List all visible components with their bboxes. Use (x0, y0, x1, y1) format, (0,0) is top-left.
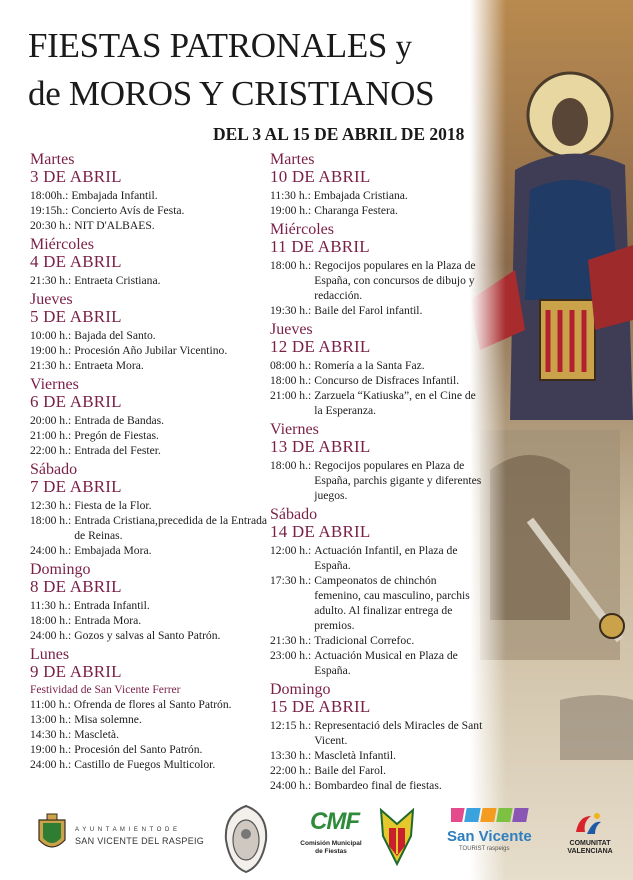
day-name: Martes (270, 151, 315, 168)
ayuntamiento-logo (35, 812, 205, 857)
ayuntamiento-text-1: A Y U N T A M I E N T O D E (75, 827, 179, 833)
event-time: 24:00 h.: (30, 544, 72, 557)
event-text: Fiesta de la Flor. (74, 499, 152, 512)
day-subtitle: Festividad de San Vicente Ferrer (30, 684, 181, 696)
day-date: 4 DE ABRIL (30, 252, 122, 271)
event-time: 17:30 h.: (270, 574, 312, 587)
event-time: 11:00 h.: (30, 698, 71, 711)
event-text: Entrada de Bandas. (74, 414, 165, 427)
event-text: Ofrenda de flores al Santo Patrón. (73, 698, 232, 711)
day-block (30, 462, 270, 558)
event-row (30, 343, 270, 358)
tourist-sub-1: TOURIST (459, 846, 486, 852)
event-row (270, 258, 485, 303)
event-row (30, 328, 270, 343)
event-row (270, 303, 485, 318)
event-text: Procesión del Santo Patrón. (74, 743, 203, 756)
medallion-icon (222, 804, 270, 874)
event-text: Concierto Avís de Festa. (71, 204, 185, 217)
title-line-2 (28, 74, 434, 114)
title-main-1: FIESTAS PATRONALES (28, 26, 388, 65)
day-date: 13 DE ABRIL (270, 437, 371, 456)
day-name: Domingo (30, 561, 91, 578)
emblem-icon (375, 806, 419, 868)
san-vicente-tourist-logo (447, 806, 537, 861)
event-text: Campeonatos de chinchón femenino, cau masculino, parchis adulto. Al finalizar entrega de premios. (314, 574, 470, 632)
event-text: Entrada del Fester. (74, 444, 161, 457)
event-text: Bajada del Santo. (74, 329, 156, 342)
program-column-right (270, 152, 485, 797)
event-text: Misa solemne. (74, 713, 142, 726)
event-text: Baile del Farol infantil. (314, 304, 423, 317)
event-time: 22:00 h.: (270, 764, 312, 777)
event-time: 13:00 h.: (30, 713, 72, 726)
day-date: 3 DE ABRIL (30, 167, 122, 186)
event-time: 14:30 h.: (30, 728, 72, 741)
event-row (30, 757, 270, 772)
event-time: 19:00 h.: (30, 743, 72, 756)
day-block (30, 292, 270, 373)
event-time: 18:00 h.: (270, 374, 312, 387)
day-date: 5 DE ABRIL (30, 307, 122, 326)
medallion-logo (222, 804, 270, 874)
tourist-sub-2: raspeigs (486, 846, 510, 852)
event-time: 24:00 h.: (30, 629, 72, 642)
cmf-mark: CMF (310, 808, 359, 835)
event-text: Mascletà Infantil. (314, 749, 397, 762)
event-time: 19:15h.: (30, 204, 69, 217)
event-time: 18:00 h.: (30, 514, 72, 527)
program-column-left (30, 152, 270, 776)
event-time: 18:00h.: (30, 189, 69, 202)
event-time: 22:00 h.: (30, 444, 72, 457)
event-time: 19:00 h.: (30, 344, 72, 357)
comunitat-text-2: VALENCIANA (567, 848, 613, 855)
day-name: Sábado (270, 506, 318, 523)
day-date: 11 DE ABRIL (270, 237, 370, 256)
event-text: Concurso de Disfraces Infantil. (314, 374, 460, 387)
date-range: DEL 3 AL 15 DE ABRIL DE 2018 (213, 124, 465, 144)
event-row (30, 413, 270, 428)
tourist-name: San Vicente (447, 828, 532, 845)
event-row (270, 373, 485, 388)
event-row (270, 458, 485, 503)
event-text: Entrada Infantil. (73, 599, 150, 612)
day-date: 7 DE ABRIL (30, 477, 122, 496)
title-main-2: MOROS Y CRISTIANOS (68, 74, 435, 113)
event-text: Regocijos populares en Plaza de España, parchis gigante y diferentes juegos. (314, 459, 482, 502)
event-row (270, 748, 485, 763)
event-text: Actuación Musical en Plaza de España. (314, 649, 458, 677)
event-row (270, 778, 485, 793)
event-time: 11:30 h.: (270, 189, 311, 202)
day-date: 15 DE ABRIL (270, 697, 371, 716)
event-row (30, 443, 270, 458)
event-row (30, 358, 270, 373)
event-time: 20:00 h.: (30, 414, 72, 427)
title-line-1 (28, 26, 412, 66)
comunitat-valenciana-logo (555, 812, 625, 867)
comision-fiestas-logo (300, 808, 362, 868)
day-block (30, 237, 270, 288)
event-row (30, 513, 270, 543)
event-row (30, 697, 270, 712)
coat-of-arms-icon (35, 812, 69, 856)
event-row (270, 718, 485, 748)
event-text: Gozos y salvas al Santo Patrón. (74, 629, 221, 642)
event-text: Bombardeo final de fiestas. (314, 779, 442, 792)
event-text: Romería a la Santa Faz. (314, 359, 425, 372)
comunitat-text-1: COMUNITAT (569, 840, 611, 847)
event-time: 11:30 h.: (30, 599, 71, 612)
event-time: 21:30 h.: (270, 634, 312, 647)
day-block (270, 322, 485, 418)
comunitat-swirl-icon (573, 812, 603, 838)
event-row (270, 203, 485, 218)
day-name: Martes (30, 151, 75, 168)
day-block (270, 507, 485, 678)
event-time: 10:00 h.: (30, 329, 72, 342)
day-block (30, 377, 270, 458)
day-name: Miércoles (270, 221, 334, 238)
saint-painting-image (470, 0, 633, 880)
day-name: Jueves (270, 321, 313, 338)
day-block (270, 682, 485, 793)
event-row (270, 358, 485, 373)
event-row (30, 712, 270, 727)
day-block (270, 152, 485, 218)
event-time: 21:00 h.: (270, 389, 312, 402)
comision-text: Comisión Municipal de Fiestas (300, 840, 362, 855)
event-row (30, 628, 270, 643)
day-date: 6 DE ABRIL (30, 392, 122, 411)
event-time: 12:15 h.: (270, 719, 312, 732)
event-row (30, 188, 270, 203)
moros-cristianos-logo (375, 806, 419, 868)
event-text: Baile del Farol. (314, 764, 387, 777)
day-block (270, 422, 485, 503)
event-text: Entrada Cristiana,precedida de la Entrada de Reinas. (74, 514, 268, 542)
day-name: Domingo (270, 681, 331, 698)
tourist-color-icon (451, 806, 535, 826)
day-name: Viernes (30, 376, 79, 393)
event-row (270, 648, 485, 678)
day-name: Jueves (30, 291, 73, 308)
event-text: Mascletà. (74, 728, 119, 741)
day-name: Sábado (30, 461, 78, 478)
event-row (270, 763, 485, 778)
day-name: Miércoles (30, 236, 94, 253)
day-block (270, 222, 485, 318)
event-text: Procesión Año Jubilar Vicentino. (74, 344, 228, 357)
event-text: Embajada Infantil. (71, 189, 158, 202)
day-block (30, 562, 270, 643)
event-row (30, 203, 270, 218)
event-row (30, 428, 270, 443)
event-time: 18:00 h.: (270, 259, 312, 272)
event-time: 13:30 h.: (270, 749, 312, 762)
day-date: 14 DE ABRIL (270, 522, 371, 541)
event-time: 12:00 h.: (270, 544, 312, 557)
event-text: Embajada Cristiana. (313, 189, 408, 202)
event-time: 21:30 h.: (30, 274, 72, 287)
event-row (270, 188, 485, 203)
event-time: 19:00 h.: (270, 204, 312, 217)
event-text: Castillo de Fuegos Multicolor. (74, 758, 216, 771)
event-text: Pregón de Fiestas. (74, 429, 159, 442)
event-text: Entraeta Cristiana. (74, 274, 161, 287)
day-name: Lunes (30, 646, 70, 663)
event-text: Zarzuela “Katiuska”, en el Cine de la Esperanza. (314, 389, 476, 417)
day-date: 9 DE ABRIL (30, 662, 122, 681)
day-block (30, 647, 270, 772)
event-row (30, 727, 270, 742)
day-date: 8 DE ABRIL (30, 577, 122, 596)
event-time: 20:30 h.: (30, 219, 72, 232)
event-text: Entrada Mora. (74, 614, 142, 627)
tourist-subtitle (459, 846, 509, 852)
event-row (270, 388, 485, 418)
title-de: de (28, 74, 61, 113)
event-text: NIT D'ALBAES. (74, 219, 155, 232)
title-conjunction: y (395, 29, 412, 65)
event-time: 08:00 h.: (270, 359, 312, 372)
ayuntamiento-text-2: SAN VICENTE DEL RASPEIG (75, 836, 205, 846)
day-block (30, 152, 270, 233)
event-time: 21:00 h.: (30, 429, 72, 442)
event-row (30, 598, 270, 613)
event-time: 19:30 h.: (270, 304, 312, 317)
event-text: Charanga Festera. (314, 204, 398, 217)
event-time: 23:00 h.: (270, 649, 312, 662)
event-row (270, 573, 485, 633)
event-row (270, 633, 485, 648)
event-row (30, 218, 270, 233)
event-time: 18:00 h.: (270, 459, 312, 472)
event-text: Regocijos populares en la Plaza de España, con concursos de dibujo y redacción. (314, 259, 476, 302)
event-text: Entraeta Mora. (74, 359, 144, 372)
sponsor-logos (0, 800, 633, 880)
day-date: 12 DE ABRIL (270, 337, 371, 356)
event-row (30, 543, 270, 558)
event-text: Actuación Infantil, en Plaza de España. (314, 544, 458, 572)
day-name: Viernes (270, 421, 319, 438)
event-text: Tradicional Correfoc. (314, 634, 415, 647)
event-time: 18:00 h.: (30, 614, 72, 627)
event-time: 24:00 h.: (30, 758, 72, 771)
event-row (30, 613, 270, 628)
event-row (30, 273, 270, 288)
event-time: 24:00 h.: (270, 779, 312, 792)
day-date: 10 DE ABRIL (270, 167, 371, 186)
event-time: 21:30 h.: (30, 359, 72, 372)
event-row (30, 742, 270, 757)
event-row (30, 498, 270, 513)
event-time: 12:30 h.: (30, 499, 72, 512)
event-text: Embajada Mora. (74, 544, 152, 557)
event-row (270, 543, 485, 573)
event-text: Representació dels Miracles de Sant Vicent. (314, 719, 483, 747)
